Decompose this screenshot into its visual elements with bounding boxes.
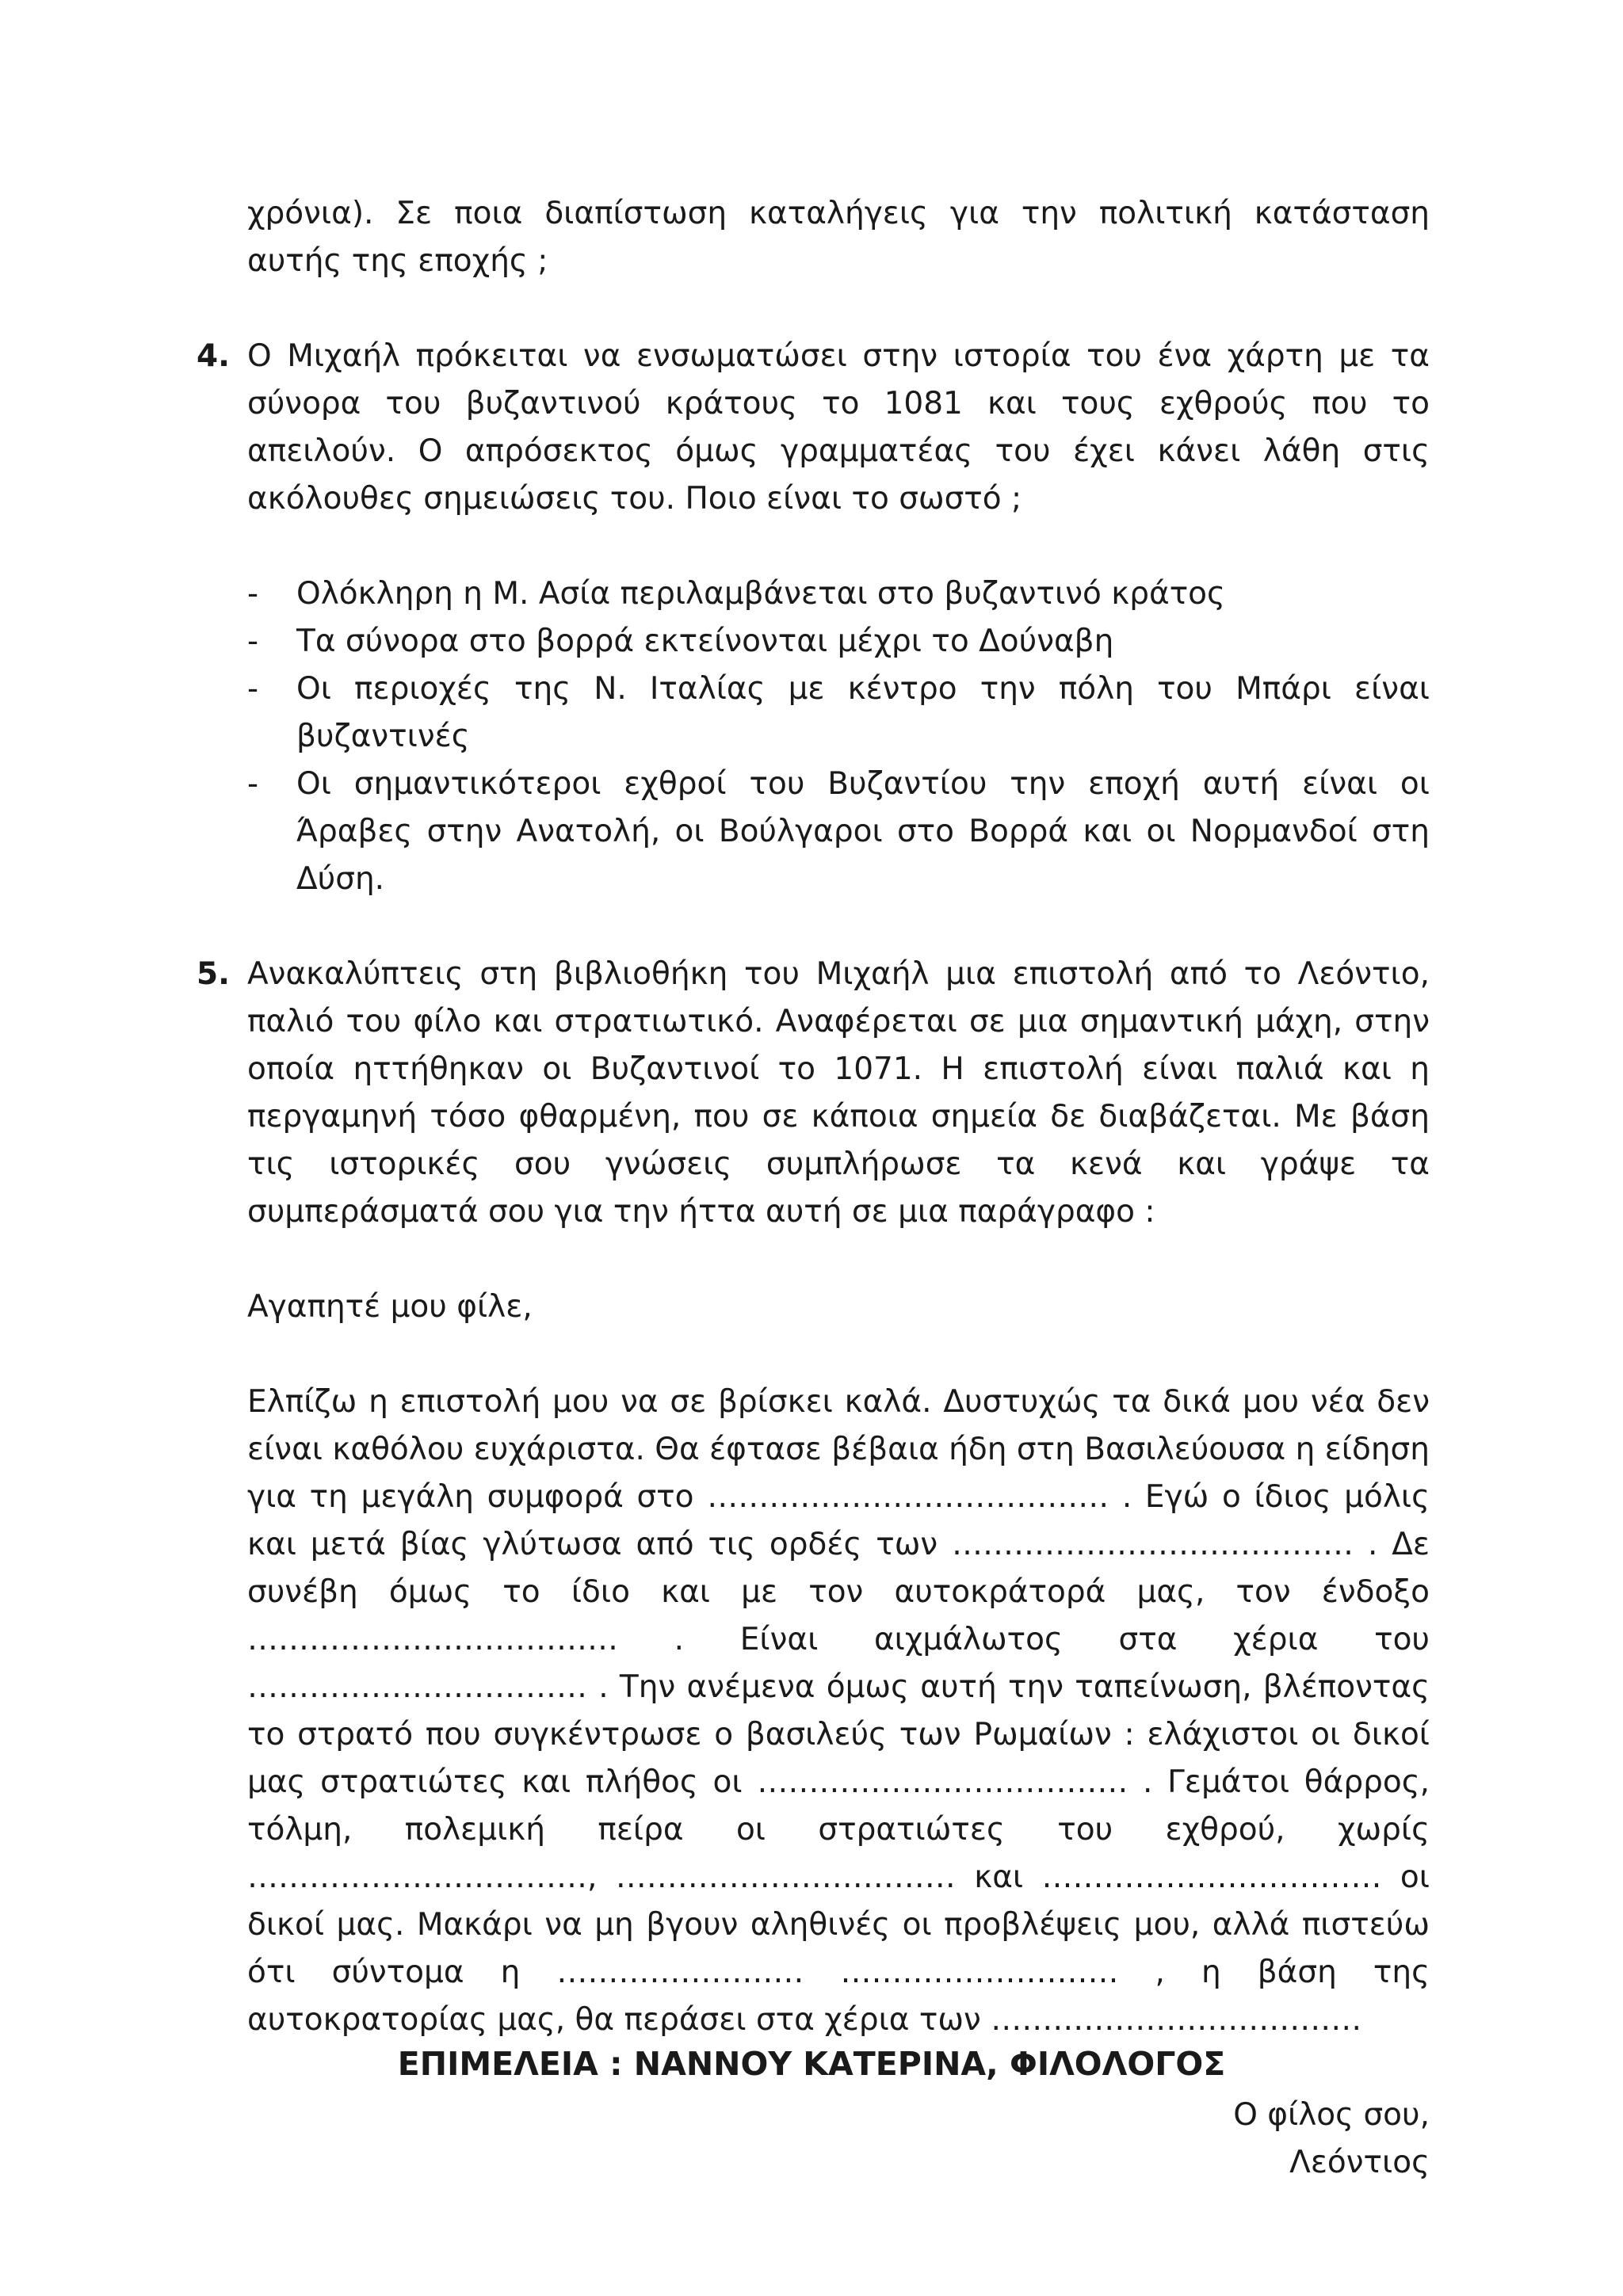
question-3-continuation: χρόνια). Σε ποια διαπίστωση καταλήγεις για την πολιτική κατάσταση αυτής της εποχής ; (247, 196, 1430, 279)
dash-marker: - (247, 766, 259, 802)
question-4-options (247, 570, 1430, 903)
list-item-text: Οι περιοχές της Ν. Ιταλίας με κέντρο την πόλη του Μπάρι είναι βυζαντινές (296, 671, 1430, 754)
list-item-text: Τα σύνορα στο βορρά εκτείνονται μέχρι το Δούναβη (296, 624, 1114, 659)
letter-signature: Λεόντιος (1289, 2145, 1430, 2180)
dash-marker: - (247, 671, 259, 707)
list-item (247, 618, 1430, 666)
question-5-text: Ανακαλύπτεις στη βιβλιοθήκη του Μιχαήλ μια επιστολή από το Λεόντιο, παλιό του φίλο και στρατιωτικό. Αναφέρεται σε μια σημαντική μάχη, στην οποία ηττήθηκαν οι Βυζαντινοί το 1071. Η επιστολή είναι παλιά και η περγαμηνή τόσο φθαρμένη, που σε κάποια σημεία δε διαβάζεται. Με βάση τις ιστορικές σου γνώσεις συμπλήρωσε τα κενά και γράψε τα συμπεράσματά σου για την ήττα αυτή σε μια παράγραφο : (247, 956, 1430, 1230)
document-footer: ΕΠΙΜΕΛΕΙΑ : ΝΑΝΝΟΥ ΚΑΤΕΡΙΝΑ, ΦΙΛΟΛΟΓΟΣ (397, 2045, 1226, 2083)
dash-marker: - (247, 624, 259, 659)
letter-closing: Ο φίλος σου, (1233, 2097, 1430, 2133)
question-4-number: 4. (197, 338, 230, 374)
list-item (247, 761, 1430, 903)
list-item (247, 666, 1430, 761)
question-5-number: 5. (197, 956, 230, 992)
list-item-text: Οι σημαντικότεροι εχθροί του Βυζαντίου την εποχή αυτή είναι οι Άραβες στην Ανατολή, οι Βούλγαροι στο Βορρά και οι Νορμανδοί στη Δύση. (296, 766, 1430, 897)
document-content (0, 190, 1623, 2187)
question-4 (197, 333, 1430, 523)
letter-body: Ελπίζω η επιστολή μου να σε βρίσκει καλά. Δυστυχώς τα δικά μου νέα δεν είναι καθόλου ευχάριστα. Θα έφτασε βέβαια ήδη στη Βασιλεύουσα η είδηση για τη μεγάλη συμφορά στο ………………………………… . Εγώ ο ίδιος μόλις και μετά βίας γλύτωσα από τις ορδές των ………………………………… . Δε συνέβη όμως το ίδιο και με τον αυτοκράτορά μας, τον ένδοξο ……………………………… . Είναι αιχμάλωτος στα χέρια του …………………………… . Την ανέμενα όμως αυτή την ταπείνωση, βλέποντας το στρατό που συγκέντρωσε ο βασιλεύς των Ρωμαίων : ελάχιστοι οι δικοί μας στρατιώτες και πλήθος οι ……………………………… . Γεμάτοι θάρρος, τόλμη, πολεμική πείρα οι στρατιώτες του εχθρού, χωρίς ……………………………, …………………………… και …………………………… οι δικοί μας. Μακάρι να μη βγουν αληθινές οι προβλέψεις μου, αλλά πιστεύω ότι σύντομα η …………………… ……………………… , η βάση της αυτοκρατορίας μας, θα περάσει στα χέρια των ……………………………… (247, 1384, 1430, 2038)
list-item-text: Ολόκληρη η Μ. Ασία περιλαμβάνεται στο βυζαντινό κράτος (296, 576, 1225, 612)
dash-marker: - (247, 576, 259, 612)
letter-greeting: Αγαπητέ μου φίλε, (247, 1289, 533, 1325)
question-4-text: Ο Μιχαήλ πρόκειται να ενσωματώσει στην ιστορία του ένα χάρτη με τα σύνορα του βυζαντινού κράτους το 1081 και τους εχθρούς που το απειλούν. Ο απρόσεκτος όμως γραμματέας του έχει κάνει λάθη στις ακόλουθες σημειώσεις του. Ποιο είναι το σωστό ; (247, 338, 1430, 517)
question-5 (197, 951, 1430, 1236)
list-item (247, 570, 1430, 618)
